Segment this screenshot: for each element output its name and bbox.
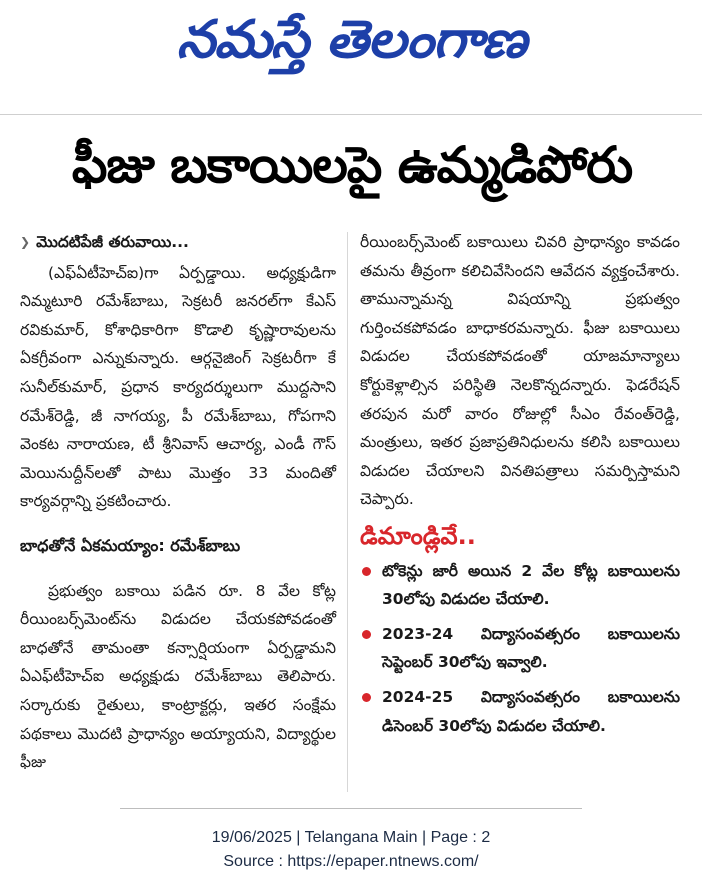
right-paragraph-1: రీయింబర్స్‌మెంట్ బకాయిలు చివరి ప్రాధాన్యం కావడం తమను తీవ్రంగా కలిచివేసిందని ఆవేదన వ్యక్తంచేశారు. తామున్నామన్న విషయాన్ని ప్రభుత్వం గుర్తించకపోవడం బాధాకరమన్నారు. ఫీజు బకాయిలు విడుదల చేయకపోవడంతో యాజమాన్యాలు కోర్టుకెళ్లాల్సిన పరిస్థితి నెలకొన్నదన్నారు. ఫెడరేషన్ తరపున మరో వారం రోజుల్లో సీఎం రేవంత్‌రెడ్డి, మంత్రులు, ఇతర ప్రజాప్రతినిధులను కలిసి బకాయిలు విడుదల చేయాలని వినతిపత్రాలు సమర్పిస్తామని చెప్పారు. [360,233,680,509]
headline [12,126,692,216]
headline-text: ఫీజు బకాయిలపై ఉమ్మడిపోరు [71,135,633,194]
continuation-text: మొదటిపేజీ తరువాయి... [36,233,189,251]
list-item: టోకెన్లు జారీ అయిన 2 వేల కోట్ల బకాయిలను 30లోపు విడుదల చేయాలి. [360,557,680,614]
bottom-divider [120,808,582,809]
left-column [20,228,336,777]
chevron-right-icon: ❯ [20,235,31,249]
column-divider [347,232,348,792]
masthead [0,0,702,92]
subheading: బాధతోనే ఏకమయ్యాం: రమేశ్‌బాబు [20,535,241,555]
footer-source-line: Source : https://epaper.ntnews.com/ [223,853,479,870]
right-column [360,228,680,746]
left-paragraph-1: (ఎఫ్ఏటీహెచ్ఐ)గా ఏర్పడ్డాయి. అధ్యక్షుడిగా నిమ్మటూరి రమేశ్‌బాబు, సెక్రటరీ జనరల్‌గా కేఎస్ రవికుమార్, కోశాధికారిగా కొడాలి కృష్ణారావులను ఏకగ్రీవంగా ఎన్నుకున్నారు. ఆర్గనైజింగ్ సెక్రటరీగా కే సునీల్‌కుమార్, ప్రధాన కార్యదర్శులుగా ముద్దసాని రమేశ్‌రెడ్డి, జీ నాగయ్య, పీ రమేశ్‌బాబు, గోపగాని వెంకట నారాయణ, టీ శ్రీనివాస్ ఆచార్య, ఎండీ గౌస్ మెయినుద్దీన్‌లతో పాటు మొత్తం 33 మందితో కార్యవర్గాన్ని ప్రకటించారు. [20,263,336,511]
footer-date-line: 19/06/2025 | Telangana Main | Page : 2 [211,829,491,846]
list-item: 2024-25 విద్యాసంవత్సరం బకాయిలను డిసెంబర్ 30లోపు విడుదల చేయాలి. [360,683,680,740]
continuation-note [20,228,336,257]
bullet-dot-icon [362,567,371,576]
top-divider [0,114,702,115]
footer [0,826,702,874]
left-paragraph-2: ప్రభుత్వం బకాయి పడిన రూ. 8 వేల కోట్ల రీయింబర్స్‌మెంట్‌ను విడుదల చేయకపోవడంతో బాధతోనే తామంతా కన్సార్షియంగా ఏర్పడ్డామని ఏఎఫ్‌టీహెచ్ఐ అధ్యక్షుడు రమేశ్‌బాబు తెలిపారు. సర్కారుకు రైతులు, కాంట్రాక్టర్లు, ఇతర సంక్షేమ పథకాలు మొదటి ప్రాధాన్యం అయ్యాయని, విద్యార్థుల ఫీజు [20,581,336,772]
list-item: 2023-24 విద్యాసంవత్సరం బకాయిలను సెప్టెంబర్ 30లోపు ఇవ్వాలి. [360,620,680,677]
masthead-logo: నమస్తే తెలంగాణ [176,9,526,70]
demands-heading: డిమాండ్లివే.. [360,521,476,550]
bullet-dot-icon [362,630,371,639]
bullet-dot-icon [362,693,371,702]
demands-list [360,557,680,741]
